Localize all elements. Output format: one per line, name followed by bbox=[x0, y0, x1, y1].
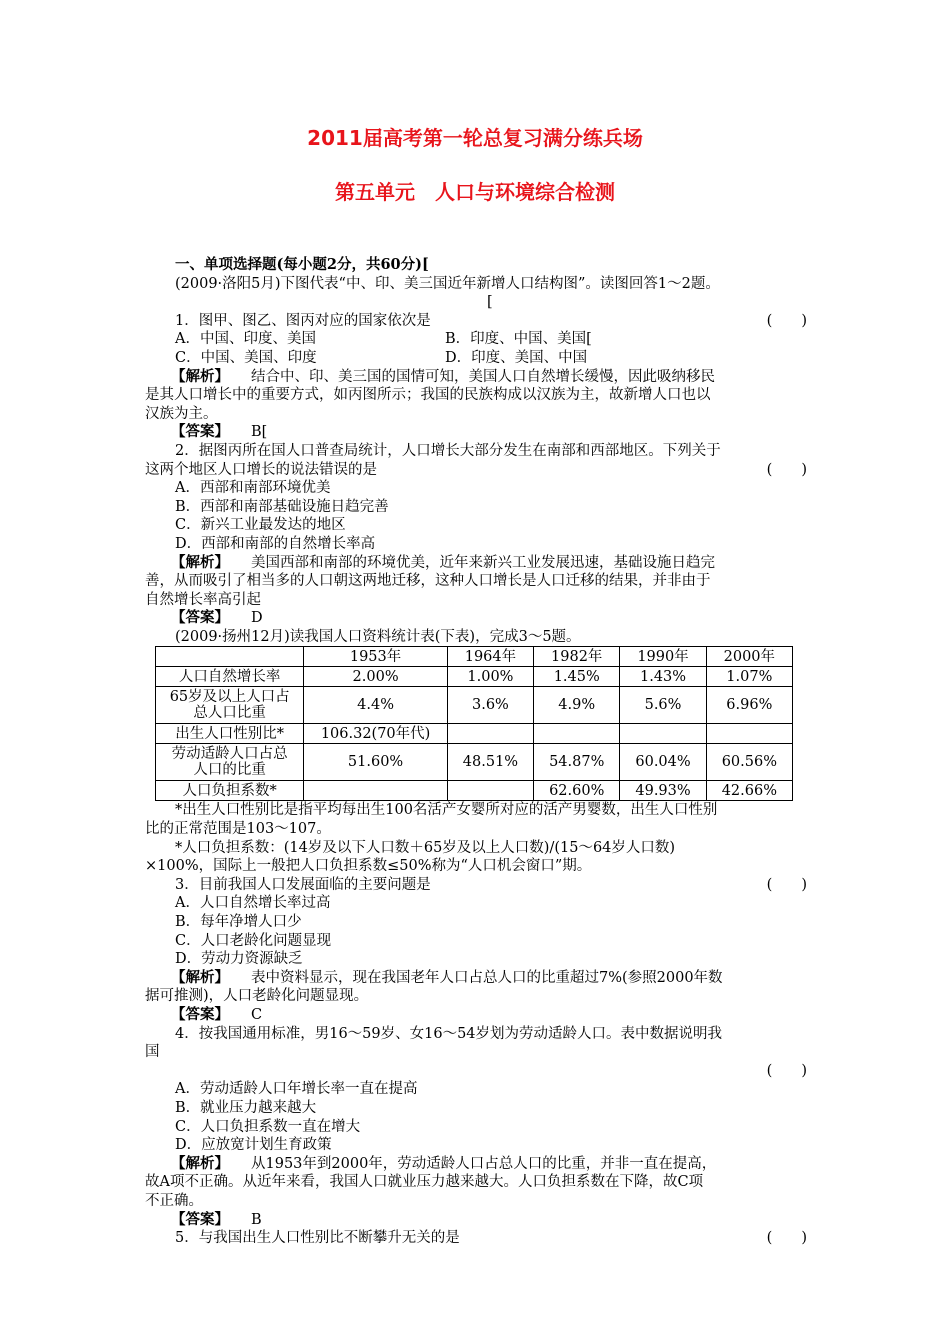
option: B．西部和南部基础设施日趋完善 bbox=[175, 498, 389, 515]
answer: 【答案】 B[ bbox=[171, 423, 268, 441]
table-cell: 6.96% bbox=[706, 687, 792, 724]
table-note: *人口负担系数：(14岁及以下人口数＋65岁及以上人口数)/(15～64岁人口数) bbox=[175, 839, 676, 856]
option: D．劳动力资源缺乏 bbox=[175, 951, 303, 968]
analysis-cont: 故A项不正确。从近年来看，我国人口就业压力越来越大。人口负担系数在下降，故C项 bbox=[145, 1174, 704, 1191]
answer: 【答案】 B bbox=[171, 1210, 262, 1228]
analysis-cont: 据可推测)，人口老龄化问题显现。 bbox=[145, 988, 369, 1005]
intro-text: (2009·洛阳5月)下图代表“中、印、美三国近年新增人口结构图”。读图回答1～2题。 bbox=[175, 275, 720, 292]
table-cell: 48.51% bbox=[447, 744, 533, 781]
table-cell: 49.93% bbox=[620, 781, 706, 801]
intro-text: (2009·扬州12月)读我国人口资料统计表(下表)，完成3～5题。 bbox=[175, 628, 581, 645]
answer-paren: ( ) bbox=[766, 461, 807, 478]
table-cell: 4.9% bbox=[534, 687, 620, 724]
table-cell bbox=[620, 724, 706, 744]
section-heading: 一、单项选择题(每小题2分，共60分)[ bbox=[175, 256, 429, 273]
analysis-cont: 善，从而吸引了相当多的人口朝这两地迁移，这种人口增长是人口迁移的结果，并非由于 bbox=[145, 573, 711, 590]
table-row-label: 65岁及以上人口占总人口比重 bbox=[156, 687, 304, 724]
table-row bbox=[156, 724, 793, 744]
answer-paren: ( ) bbox=[766, 312, 807, 329]
document-body bbox=[145, 256, 807, 1248]
option: D．应放宽计划生育政策 bbox=[175, 1137, 332, 1154]
question-3: 3．目前我国人口发展面临的主要问题是 ( ) bbox=[175, 876, 807, 893]
option: A．劳动适龄人口年增长率一直在提高 bbox=[175, 1081, 418, 1098]
table-cell: 3.6% bbox=[447, 687, 533, 724]
table-cell: 54.87% bbox=[534, 744, 620, 781]
option: B．就业压力越来越大 bbox=[175, 1099, 317, 1116]
table-header-cell: 1982年 bbox=[534, 647, 620, 667]
table-cell: 106.32(70年代) bbox=[304, 724, 447, 744]
table-row bbox=[156, 781, 793, 801]
option: B．每年净增人口少 bbox=[175, 914, 302, 931]
option: C．人口老龄化问题显现 bbox=[175, 932, 332, 949]
table-cell: 4.4% bbox=[304, 687, 447, 724]
table-cell: 60.56% bbox=[706, 744, 792, 781]
option: A．人口自然增长率过高 bbox=[175, 895, 331, 912]
answer-paren-line bbox=[145, 1062, 807, 1081]
option: C．人口负担系数一直在增大 bbox=[175, 1118, 361, 1135]
document-title: 2011届高考第一轮总复习满分练兵场 bbox=[307, 126, 643, 150]
table-cell: 2.00% bbox=[304, 667, 447, 687]
table-note-cont: 比的正常范围是103～107。 bbox=[145, 821, 331, 838]
table-row-label: 人口负担系数* bbox=[156, 781, 304, 801]
table-header-cell: 2000年 bbox=[706, 647, 792, 667]
question-4-cont: 国 bbox=[145, 1044, 160, 1061]
table-header-cell: 1964年 bbox=[447, 647, 533, 667]
option: A．西部和南部环境优美 bbox=[175, 480, 331, 497]
table-header-cell: 1953年 bbox=[304, 647, 447, 667]
table-row-label: 人口自然增长率 bbox=[156, 667, 304, 687]
table-cell: 51.60% bbox=[304, 744, 447, 781]
table-cell bbox=[447, 781, 533, 801]
table-row bbox=[156, 744, 793, 781]
answer: 【答案】 D bbox=[171, 609, 263, 627]
question-1: 1．图甲、图乙、图丙对应的国家依次是 ( ) bbox=[175, 312, 807, 329]
analysis-cont: 不正确。 bbox=[145, 1192, 203, 1209]
analysis: 【解析】 从1953年到2000年，劳动适龄人口占总人口的比重，并非一直在提高， bbox=[171, 1154, 717, 1172]
stray-bracket: [ bbox=[487, 294, 493, 311]
analysis: 【解析】 结合中、印、美三国的国情可知，美国人口自然增长缓慢，因此吸纳移民 bbox=[171, 367, 715, 385]
table-header-row bbox=[156, 647, 793, 667]
answer-paren: ( ) bbox=[766, 1230, 807, 1247]
table-cell: 5.6% bbox=[620, 687, 706, 724]
table-cell bbox=[447, 724, 533, 744]
document-subtitle: 第五单元 人口与环境综合检测 bbox=[335, 180, 615, 204]
question-2: 2．据图丙所在国人口普查局统计，人口增长大部分发生在南部和西部地区。下列关于 bbox=[175, 442, 721, 459]
question-5: 5．与我国出生人口性别比不断攀升无关的是 ( ) bbox=[175, 1230, 807, 1247]
table-note: *出生人口性别比是指平均每出生100名活产女婴所对应的活产男婴数，出生人口性别 bbox=[175, 802, 718, 819]
table-cell: 42.66% bbox=[706, 781, 792, 801]
table-row bbox=[156, 687, 793, 724]
answer: 【答案】 C bbox=[171, 1006, 263, 1023]
analysis-cont: 汉族为主。 bbox=[145, 405, 218, 422]
population-table bbox=[155, 646, 793, 801]
table-cell bbox=[706, 724, 792, 744]
table-cell: 1.07% bbox=[706, 667, 792, 687]
table-cell bbox=[304, 781, 447, 801]
table-cell: 1.45% bbox=[534, 667, 620, 687]
analysis: 【解析】 表中资料显示，现在我国老年人口占总人口的比重超过7%(参照2000年数 bbox=[171, 968, 723, 986]
answer-paren: ( ) bbox=[766, 876, 807, 893]
question-2-cont: 这两个地区人口增长的说法错误的是 ( ) bbox=[145, 461, 807, 478]
option: C．新兴工业最发达的地区 bbox=[175, 517, 346, 534]
answer-paren: ( ) bbox=[766, 1062, 807, 1079]
option: D．西部和南部的自然增长率高 bbox=[175, 535, 376, 552]
table-row-label: 出生人口性别比* bbox=[156, 724, 304, 744]
analysis-cont: 是其人口增长中的重要方式，如丙图所示；我国的民族构成以汉族为主，故新增人口也以 bbox=[145, 387, 711, 404]
table-header-cell bbox=[156, 647, 304, 667]
table-cell: 1.00% bbox=[447, 667, 533, 687]
table-row bbox=[156, 667, 793, 687]
analysis-cont: 自然增长率高引起 bbox=[145, 591, 261, 608]
table-note-cont: ×100%，国际上一般把人口负担系数≤50%称为“人口机会窗口”期。 bbox=[145, 858, 592, 875]
table-cell bbox=[534, 724, 620, 744]
table-cell: 60.04% bbox=[620, 744, 706, 781]
question-4: 4．按我国通用标准，男16～59岁、女16～54岁划为劳动适龄人口。表中数据说明我 bbox=[175, 1025, 723, 1042]
table-cell: 1.43% bbox=[620, 667, 706, 687]
options-row: A．中国、印度、美国 B．印度、中国、美国[ bbox=[175, 331, 592, 348]
table-row-label: 劳动适龄人口占总人口的比重 bbox=[156, 744, 304, 781]
analysis: 【解析】 美国西部和南部的环境优美，近年来新兴工业发展迅速，基础设施日趋完 bbox=[171, 553, 715, 571]
table-cell: 62.60% bbox=[534, 781, 620, 801]
table-header-cell: 1990年 bbox=[620, 647, 706, 667]
options-row: C．中国、美国、印度 D．印度、美国、中国 bbox=[175, 349, 588, 366]
